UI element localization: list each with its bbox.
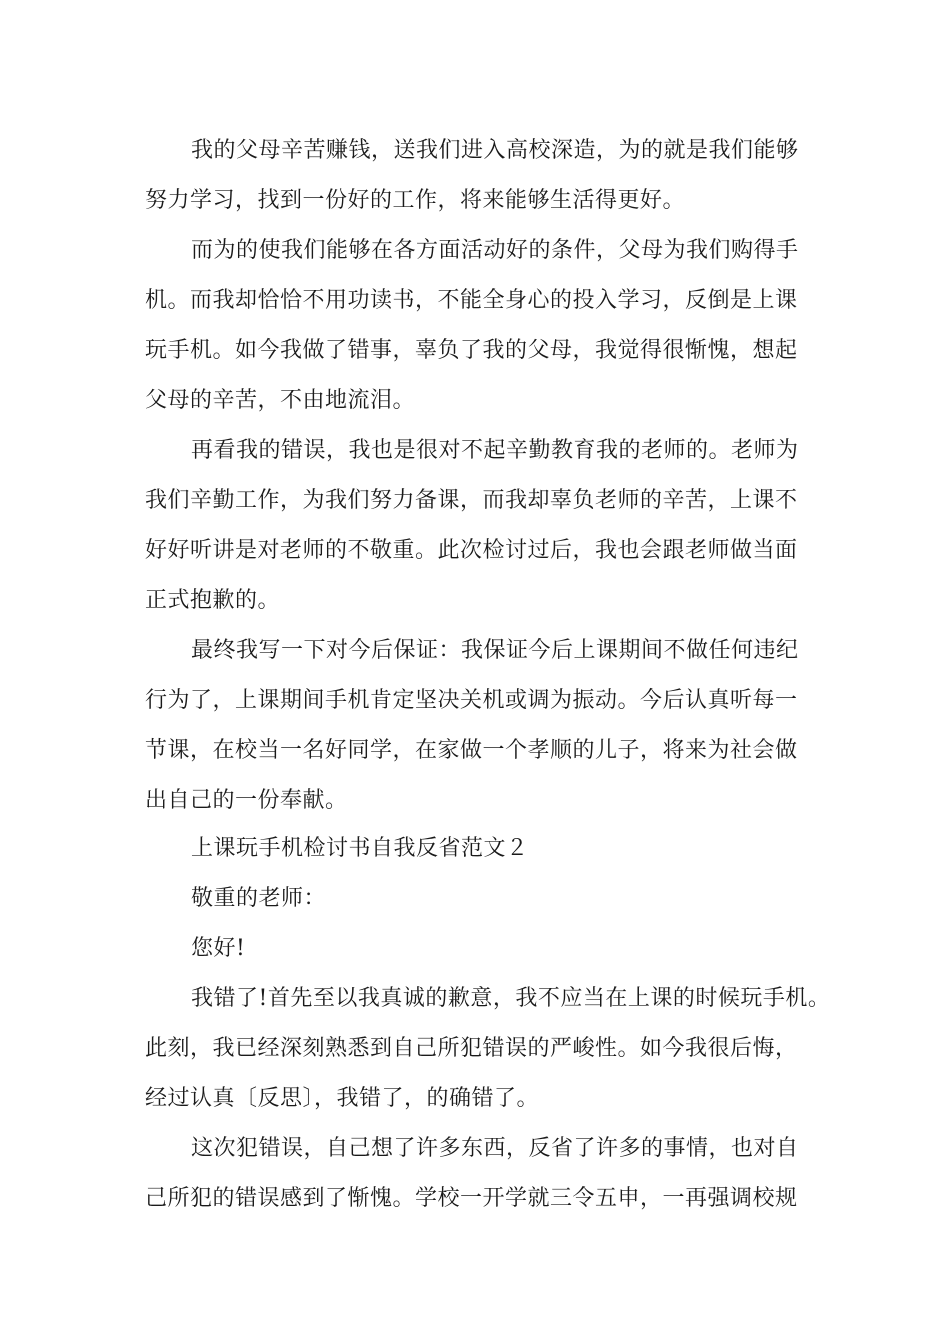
text-line: 我们辛勤工作，为我们努力备课，而我却辜负老师的辛苦，上课不 (145, 488, 798, 513)
text-line: 我错了!首先至以我真诚的歉意，我不应当在上课的时候玩手机。 (191, 986, 831, 1011)
text-line: 我的父母辛苦赚钱，送我们进入高校深造，为的就是我们能够 (191, 138, 799, 163)
text-line: 行为了，上课期间手机肯定坚决关机或调为振动。今后认真听每一 (145, 688, 798, 713)
text-line: 这次犯错误，自己想了许多东西，反省了许多的事情，也对自 (191, 1136, 799, 1161)
text-line: 经过认真〔反思〕，我错了，的确错了。 (145, 1086, 540, 1111)
text-line: 机。而我却恰恰不用功读书，不能全身心的投入学习，反倒是上课 (145, 288, 798, 313)
text-line: 己所犯的错误感到了惭愧。学校一开学就三令五申，一再强调校规 (145, 1186, 798, 1211)
text-line: 正式抱歉的。 (145, 588, 281, 613)
text-line: 出自己的一份奉献。 (145, 788, 348, 813)
text-line: 而为的使我们能够在各方面活动好的条件，父母为我们购得手 (191, 238, 799, 263)
text-line: 此刻，我已经深刻熟悉到自己所犯错误的严峻性。如今我很后悔， (145, 1036, 798, 1061)
text-line: 再看我的错误，我也是很对不起辛勤教育我的老师的。老师为 (191, 438, 799, 463)
text-line: 努力学习，找到一份好的工作，将来能够生活得更好。 (145, 188, 686, 213)
text-line: 玩手机。如今我做了错事，辜负了我的父母，我觉得很惭愧，想起 (145, 338, 798, 363)
greeting: 您好! (191, 936, 246, 961)
text-line: 好好听讲是对老师的不敬重。此次检讨过后，我也会跟老师做当面 (145, 538, 798, 563)
text-line: 父母的辛苦，不由地流泪。 (145, 388, 416, 413)
section-heading: 上课玩手机检讨书自我反省范文２ (191, 836, 529, 861)
text-line: 节课，在校当一名好同学，在家做一个孝顺的儿子，将来为社会做 (145, 738, 798, 763)
text-line: 最终我写一下对今后保证：我保证今后上课期间不做任何违纪 (191, 638, 799, 663)
salutation: 敬重的老师： (191, 886, 327, 911)
